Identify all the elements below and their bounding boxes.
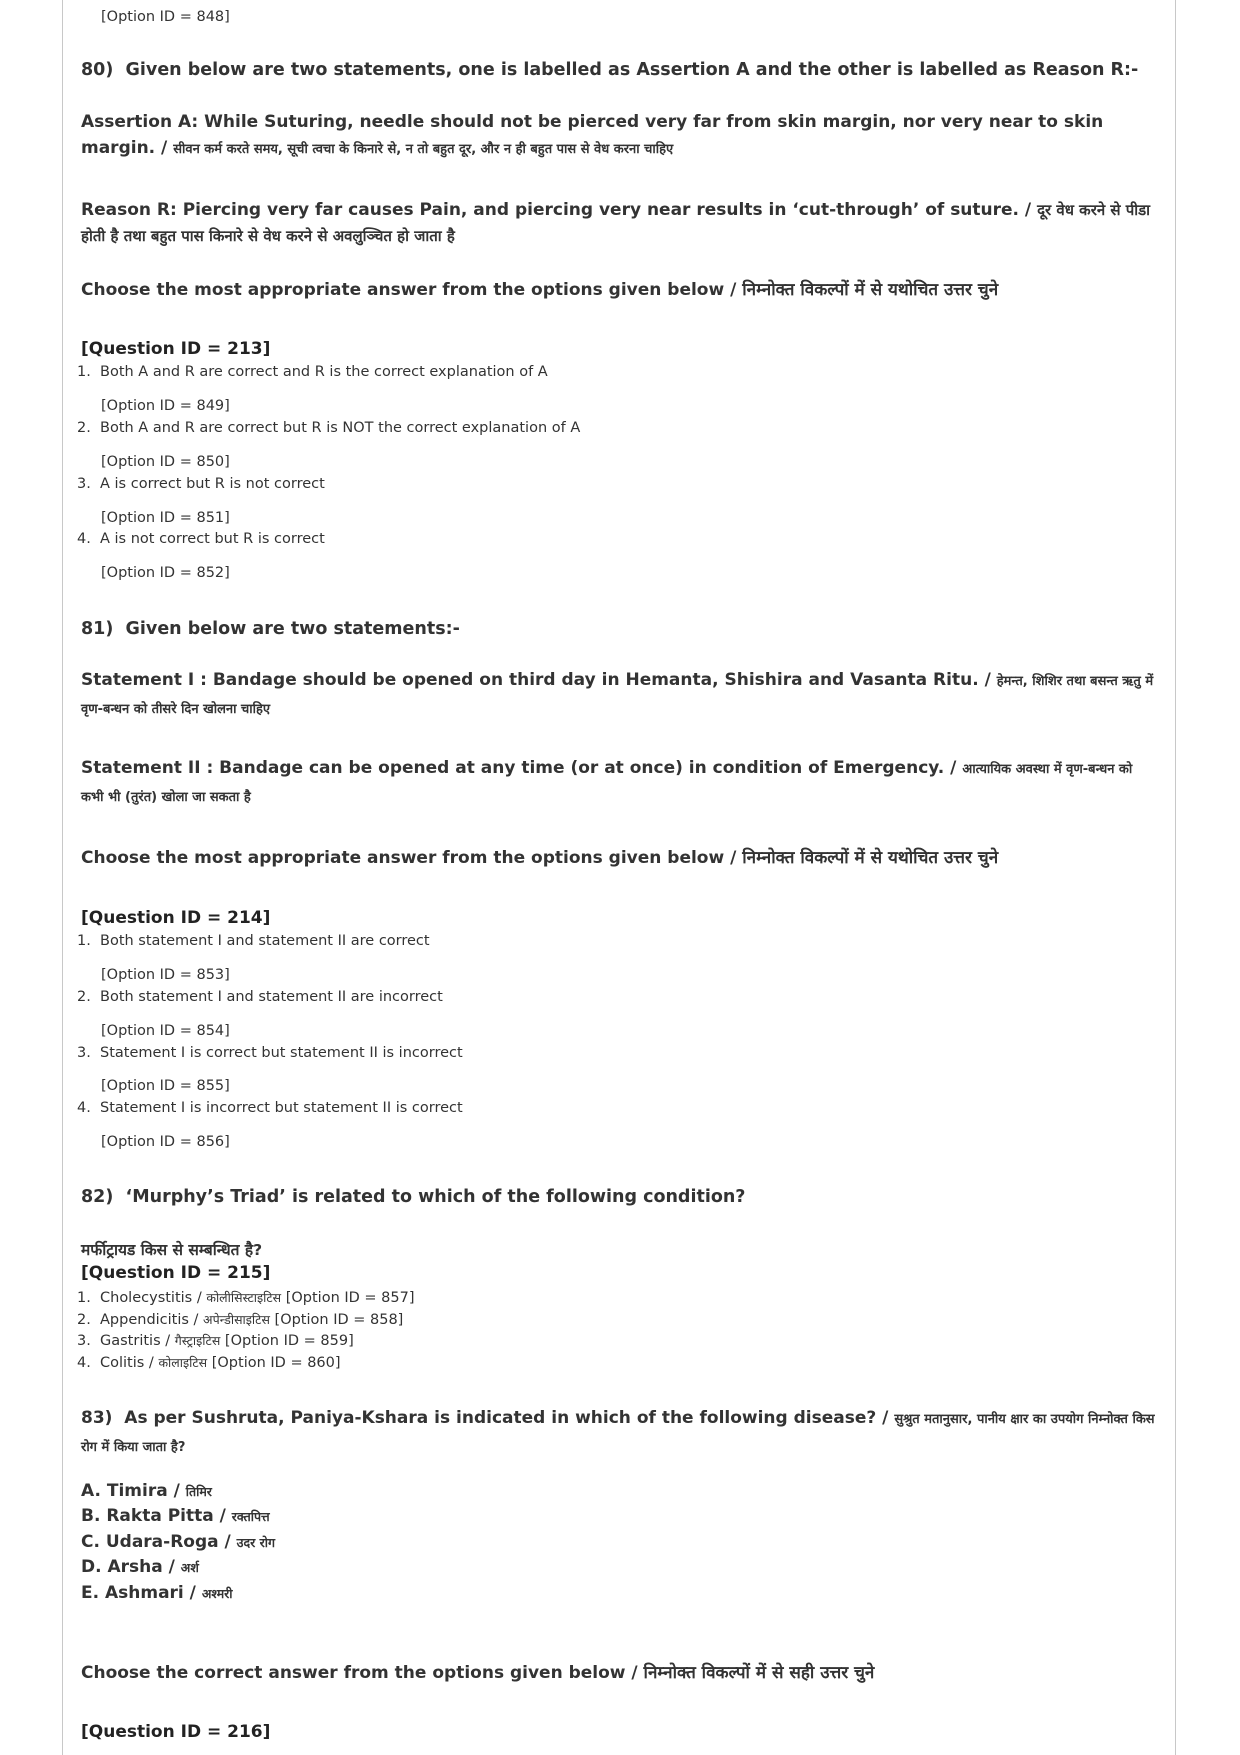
option-id: [Option ID = 849] bbox=[101, 398, 230, 414]
question-82-heading bbox=[81, 1187, 745, 1207]
question-hindi: सुश्रुत मतानुसार, पानीय क्षार का उपयोग निम्नोक्त किस रोग में किया जाता है? bbox=[81, 1412, 1155, 1455]
choose-instruction: Choose the correct answer from the options given below / निम्नोक्त विकल्पों में से सही उत्तर चुने bbox=[81, 1663, 875, 1683]
question-id: [Question ID = 216] bbox=[81, 1722, 271, 1742]
statement-1-hindi: हेमन्त, शिशिर तथा बसन्त ऋतु में वृण-बन्धन को तीसरे दिन खोलना चाहिए bbox=[81, 674, 1154, 717]
option-id: [Option ID = 855] bbox=[101, 1078, 230, 1094]
question-hindi: मर्फीट्रायड किस से सम्बन्धित है? bbox=[81, 1241, 263, 1259]
question-number: 83) bbox=[81, 1408, 113, 1428]
statement-2-english: Statement II : Bandage can be opened at any time (or at once) in condition of Emergency. / bbox=[81, 758, 957, 778]
option-item: 4. A is not correct but R is correct bbox=[77, 531, 325, 547]
question-number: 80) bbox=[81, 60, 114, 80]
option-id: [Option ID = 851] bbox=[101, 510, 230, 526]
option-item: 3. Statement I is correct but statement II is incorrect bbox=[77, 1045, 463, 1061]
question-id: [Question ID = 213] bbox=[81, 339, 271, 359]
option-id: [Option ID = 848] bbox=[101, 9, 230, 25]
option-item: 4. Statement I is incorrect but statement II is correct bbox=[77, 1100, 463, 1116]
question-text: Given below are two statements, one is labelled as Assertion A and the other is labelled as Reason R:- bbox=[125, 60, 1139, 80]
reason-hindi: दूर वेध करने से पीडा होती है तथा बहुत पास किनारे से वेध करने से अवलुञ्चित हो जाता है bbox=[81, 201, 1151, 245]
question-number: 81) bbox=[81, 619, 114, 639]
option-item: 4. Colitis / कोलाइटिस [Option ID = 860] bbox=[77, 1355, 341, 1371]
option-id: [Option ID = 853] bbox=[101, 967, 230, 983]
statement-2-hindi: आत्यायिक अवस्था में वृण-बन्धन को कभी भी (तुरंत) खोला जा सकता है bbox=[81, 762, 1133, 805]
option-id: [Option ID = 852] bbox=[101, 565, 230, 581]
question-id: [Question ID = 215] bbox=[81, 1263, 271, 1283]
question-number: 82) bbox=[81, 1187, 114, 1207]
list-item: A. Timira / तिमिर bbox=[81, 1481, 212, 1501]
question-81-heading bbox=[81, 619, 460, 639]
option-item: 2. Appendicitis / अपेन्डीसाइटिस [Option ID = 858] bbox=[77, 1312, 404, 1328]
question-text: Given below are two statements:- bbox=[125, 619, 460, 639]
question-id: [Question ID = 214] bbox=[81, 908, 271, 928]
statement-1-english: Statement I : Bandage should be opened on third day in Hemanta, Shishira and Vasanta Ritu. / bbox=[81, 670, 991, 690]
assertion-english: Assertion A: While Suturing, needle should not be pierced very far from skin margin, nor very near to skin margin. / bbox=[81, 112, 1104, 158]
option-item: 3. A is correct but R is not correct bbox=[77, 476, 325, 492]
question-text: As per Sushruta, Paniya-Kshara is indicated in which of the following disease? / bbox=[124, 1408, 889, 1428]
question-text: ‘Murphy’s Triad’ is related to which of the following condition? bbox=[125, 1187, 746, 1207]
option-item: 2. Both statement I and statement II are incorrect bbox=[77, 989, 443, 1005]
option-id: [Option ID = 856] bbox=[101, 1134, 230, 1150]
list-item: B. Rakta Pitta / रक्तपित्त bbox=[81, 1506, 270, 1526]
choose-instruction: Choose the most appropriate answer from the options given below / निम्नोक्त विकल्पों में से यथोचित उत्तर चुने bbox=[81, 848, 999, 868]
option-item: 2. Both A and R are correct but R is NOT the correct explanation of A bbox=[77, 420, 581, 436]
statement-1 bbox=[81, 667, 1159, 723]
question-80-heading bbox=[81, 60, 1138, 80]
option-item: 1. Both statement I and statement II are correct bbox=[77, 933, 430, 949]
option-item: 3. Gastritis / गैस्ट्राइटिस [Option ID = 859] bbox=[77, 1333, 354, 1349]
list-item: E. Ashmari / अश्मरी bbox=[81, 1583, 233, 1603]
list-item: C. Udara-Roga / उदर रोग bbox=[81, 1532, 276, 1552]
document-page bbox=[62, 0, 1176, 1755]
assertion-hindi: सीवन कर्म करते समय, सूची त्वचा के किनारे से, न तो बहुत दूर, और न ही बहुत पास से वेध करना चाहिए bbox=[173, 142, 674, 157]
reason-r bbox=[81, 197, 1159, 249]
option-id: [Option ID = 850] bbox=[101, 454, 230, 470]
question-83-heading bbox=[81, 1405, 1159, 1461]
option-id: [Option ID = 854] bbox=[101, 1023, 230, 1039]
option-item: 1. Both A and R are correct and R is the correct explanation of A bbox=[77, 364, 548, 380]
statement-2 bbox=[81, 755, 1159, 811]
option-item: 1. Cholecystitis / कोलीसिस्टाइटिस [Option ID = 857] bbox=[77, 1290, 415, 1306]
assertion-a bbox=[81, 109, 1159, 163]
list-item: D. Arsha / अर्श bbox=[81, 1557, 199, 1577]
reason-english: Reason R: Piercing very far causes Pain, and piercing very near results in ‘cut-through’ of suture. / bbox=[81, 200, 1032, 220]
choose-instruction: Choose the most appropriate answer from the options given below / निम्नोक्त विकल्पों में से यथोचित उत्तर चुने bbox=[81, 280, 999, 300]
